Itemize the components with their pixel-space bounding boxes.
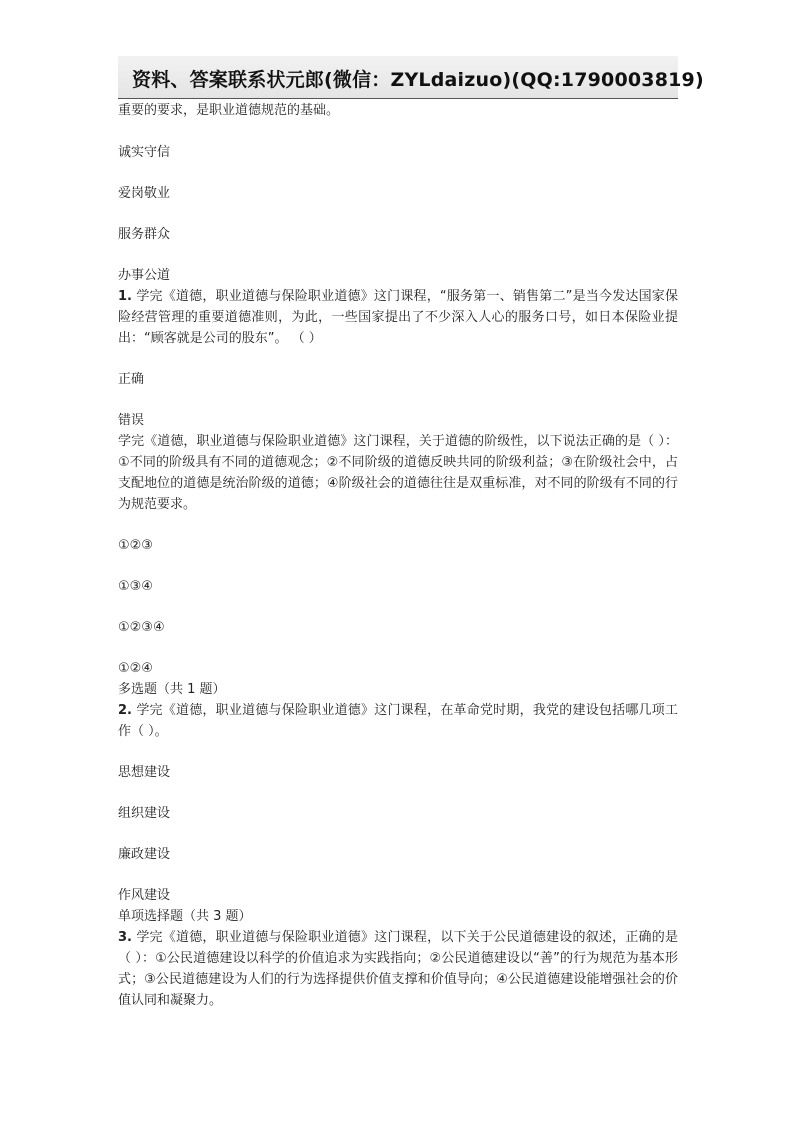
q2-option-1: 思想建设 — [118, 765, 171, 780]
q1-option-1: 正确 — [118, 372, 145, 387]
watermark-header — [118, 56, 704, 99]
qb-option-2: ①③④ — [118, 579, 153, 594]
question-b-text: 学完《道德，职业道德与保险职业道德》这门课程，关于道德的阶级性，以下说法正确的是（ ）：①不同的阶级具有不同的道德观念；②不同阶级的道德反映共同的阶级利益；③在阶级社会中，占支配地位的道德是统治阶级的道德；④阶级社会的道德往往是双重标准，对不同的阶级有不同的行为规范要求。 — [118, 434, 678, 512]
header-title: 资料、答案联系状元郎(微信：ZYLdaizuo)(QQ:1790003819) — [132, 69, 704, 91]
question-2 — [118, 700, 678, 742]
question-1-text: 学完《道德，职业道德与保险职业道德》这门课程，“服务第一、销售第二”是当今发达国家保险经营管理的重要道德准则，为此，一些国家提出了不少深入人心的服务口号，如日本保险业提出：“顾客就是公司的股东”。 （ ） — [118, 289, 678, 346]
qb-option-3: ①②③④ — [118, 620, 165, 635]
q2-option-4: 作风建设 — [118, 888, 171, 903]
question-3-text: 学完《道德，职业道德与保险职业道德》这门课程，以下关于公民道德建设的叙述，正确的是（ ）：①公民道德建设以科学的价值追求为实践指向；②公民道德建设以“善”的行为规范为基本形式；③公民道德建设为人们的行为选择提供价值支撑和价值导向；④公民道德建设能增强社会的价值认同和凝聚力。 — [118, 930, 678, 1008]
section-single-choice: 单项选择题（共 3 题） — [118, 909, 252, 924]
q0-option-1: 诚实守信 — [118, 145, 171, 160]
intro-line: 重要的要求，是职业道德规范的基础。 — [118, 103, 340, 118]
q2-option-2: 组织建设 — [118, 806, 171, 821]
q2-option-3: 廉政建设 — [118, 847, 171, 862]
q0-option-3: 服务群众 — [118, 227, 171, 242]
question-3-number: 3. — [118, 930, 132, 945]
qb-option-4: ①②④ — [118, 661, 153, 676]
question-2-number: 2. — [118, 703, 132, 718]
q1-option-2: 错误 — [118, 413, 145, 428]
question-1 — [118, 286, 678, 349]
section-multi-choice: 多选题（共 1 题） — [118, 682, 226, 697]
qb-option-1: ①②③ — [118, 538, 153, 553]
question-3 — [118, 927, 678, 1011]
document-body — [118, 100, 678, 1011]
question-1-number: 1. — [118, 289, 132, 304]
question-2-text: 学完《道德，职业道德与保险职业道德》这门课程，在革命党时期，我党的建设包括哪几项工作（ ）。 — [118, 703, 678, 739]
q0-option-2: 爱岗敬业 — [118, 186, 171, 201]
q0-option-4: 办事公道 — [118, 268, 171, 283]
